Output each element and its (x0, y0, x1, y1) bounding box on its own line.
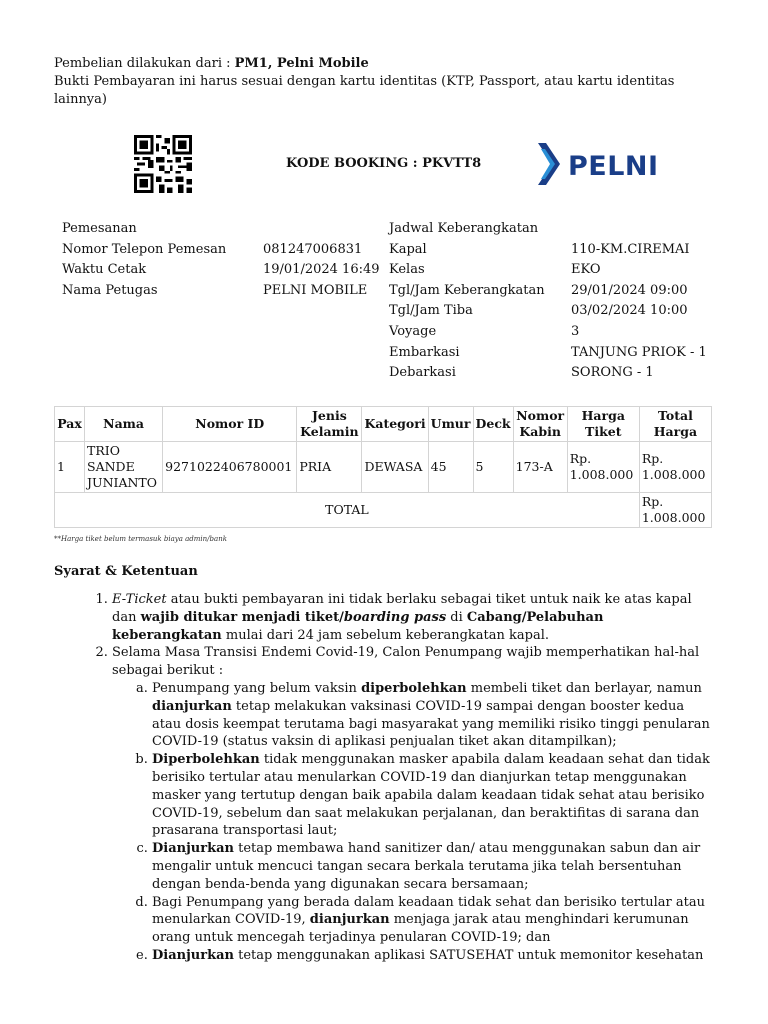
intro (54, 55, 714, 109)
table-row (55, 442, 712, 493)
eticket-term: E-Ticket (112, 592, 167, 607)
purchase-source-line (54, 55, 714, 73)
header-name: Nama (85, 407, 163, 442)
header-total-price: Total Harga (639, 407, 711, 442)
class-value: EKO (571, 262, 601, 278)
header-category: Kategori (362, 407, 428, 442)
officer-value: PELNI MOBILE (263, 282, 368, 298)
header-age: Umur (428, 407, 473, 442)
pelni-logo-mark-icon (538, 143, 560, 185)
officer-label: Nama Petugas (62, 282, 158, 298)
schedule-section-label: Jadwal Keberangkatan (389, 221, 539, 236)
ship-label: Kapal (389, 241, 427, 257)
class-label: Kelas (389, 262, 425, 278)
booking-info (62, 220, 712, 385)
embark-value: TANJUNG PRIOK - 1 (571, 344, 707, 360)
cell-ticket-price: Rp. 1.008.000 (567, 442, 639, 493)
print-time-label: Waktu Cetak (62, 262, 147, 278)
passenger-table (54, 406, 712, 528)
header-cabin: Nomor Kabin (513, 407, 567, 442)
phone-value: 081247006831 (263, 241, 363, 257)
terms-item-2c: c. Dianjurkan tetap membawa hand sanitizer dan/ atau menggunakan sabun dan air mengalir untuk mencuci tangan secara berkala terutama jika telah bersentuhan dengan benda-benda yang digunakan secara bersamaan; (152, 840, 714, 893)
ticket-page (54, 55, 714, 963)
cell-cabin: 173-A (513, 442, 567, 493)
terms-item-2: 2. Selama Masa Transisi Endemi Covid-19, Calon Penumpang wajib memperhatikan hal-hal sebagai berikut : a. Penumpang yang belum vaksin diperbolehkan membeli tiket dan berlayar, namun dianjurkan tetap melakukan vaksinasi COVID-19 sampai dengan booster kedua atau dosis keempat terutama bagi masyarakat yang memiliki risiko tinggi penularan COVID-19 (status vaksin di aplikasi penjualan tiket akan ditampilkan); b. Diperbolehkan tidak menggunakan masker apabila dalam keadaan sehat dan tidak berisiko tertular atau menularkan COVID-19 dan dianjurkan tetap menggunakan masker yang tertutup dengan baik apabila dalam keadaan tidak sehat atau berisiko COVID-19, sebelum dan saat melakukan perjalanan, dan beraktifitas di sarana dan prasarana transportasi laut; c. Dianjurkan tetap membawa hand sanitizer dan/ atau menggunakan sabun dan air mengalir untuk mencuci tangan secara berkala terutama jika telah bersentuhan dengan benda-benda yang digunakan secara bersamaan; d. Bagi Penumpang yang berada dalam keadaan tidak sehat dan berisiko tertular atau menularkan COVID-19, dianjurkan menjaga jarak atau menghindari kerumunan orang untuk mencegah terjadinya penularan COVID-19; dan e. Dianjurkan tetap menggunakan aplikasi SATUSEHAT untuk memonitor kesehatan (112, 644, 714, 964)
ship-value: 110-KM.CIREMAI (571, 241, 690, 257)
pelni-logo-text: PELNI (568, 151, 659, 182)
header-pax: Pax (55, 407, 85, 442)
header-ticket-price: Harga Tiket (567, 407, 639, 442)
total-label: TOTAL (55, 493, 640, 528)
header-id: Nomor ID (163, 407, 297, 442)
booking-code: KODE BOOKING : PKVTT8 (286, 156, 482, 171)
table-total-row (55, 493, 712, 528)
cell-pax: 1 (55, 442, 85, 493)
voyage-value: 3 (571, 323, 580, 339)
terms-item-2e: e. Dianjurkan tetap menggunakan aplikasi SATUSEHAT untuk memonitor kesehatan (152, 947, 714, 965)
price-note: **Harga tiket belum termasuk biaya admin/bank (54, 535, 227, 543)
arrival-label: Tgl/Jam Tiba (389, 303, 473, 319)
phone-label: Nomor Telepon Pemesan (62, 241, 227, 257)
purchase-prefix: Pembelian dilakukan dari : (54, 56, 235, 71)
terms-item-2a: a. Penumpang yang belum vaksin diperbolehkan membeli tiket dan berlayar, namun dianjurkan tetap melakukan vaksinasi COVID-19 sampai dengan booster kedua atau dosis keempat terutama bagi masyarakat yang memiliki risiko tinggi penularan COVID-19 (status vaksin di aplikasi penjualan tiket akan ditampilkan); (152, 680, 714, 751)
voyage-label: Voyage (389, 323, 437, 339)
terms-list (54, 591, 714, 965)
terms-item-2d: d. Bagi Penumpang yang berada dalam keadaan tidak sehat dan berisiko tertular atau menularkan COVID-19, dianjurkan menjaga jarak atau menghindari kerumunan orang untuk mencegah terjadinya penularan COVID-19; dan (152, 894, 714, 947)
qr-code-icon (132, 135, 194, 193)
booker-section-label: Pemesanan (62, 221, 137, 236)
arrival-value: 03/02/2024 10:00 (571, 303, 688, 319)
total-value: Rp. 1.008.000 (639, 493, 711, 528)
booking-header (54, 135, 714, 205)
debark-value: SORONG - 1 (571, 365, 654, 381)
proof-note: Bukti Pembayaran ini harus sesuai dengan kartu identitas (KTP, Passport, atau kartu identitas lainnya) (54, 74, 675, 107)
cell-age: 45 (428, 442, 473, 493)
cell-id: 9271022406780001 (163, 442, 297, 493)
departure-value: 29/01/2024 09:00 (571, 282, 688, 298)
embark-label: Embarkasi (389, 344, 460, 360)
cell-name: TRIO SANDE JUNIANTO (85, 442, 163, 493)
cell-category: DEWASA (362, 442, 428, 493)
departure-label: Tgl/Jam Keberangkatan (389, 282, 545, 298)
cell-total-price: Rp. 1.008.000 (639, 442, 711, 493)
terms-item-2b: b. Diperbolehkan tidak menggunakan masker apabila dalam keadaan sehat dan tidak berisiko tertular atau menularkan COVID-19 dan dianjurkan tetap menggunakan masker yang tertutup dengan baik apabila dalam keadaan tidak sehat atau berisiko COVID-19, sebelum dan saat melakukan perjalanan, dan beraktifitas di sarana dan prasarana transportasi laut; (152, 751, 714, 840)
table-header-row (55, 407, 712, 442)
debark-label: Debarkasi (389, 365, 456, 381)
cell-gender: PRIA (297, 442, 362, 493)
header-gender: Jenis Kelamin (297, 407, 362, 442)
terms-item-1: 1. E-Ticket atau bukti pembayaran ini tidak berlaku sebagai tiket untuk naik ke atas kapal dan wajib ditukar menjadi tiket/boarding pass di Cabang/Pelabuhan keberangkatan mulai dari 24 jam sebelum keberangkatan kapal. (112, 591, 714, 644)
pelni-logo (536, 141, 676, 187)
cell-deck: 5 (473, 442, 513, 493)
purchase-source: PM1, Pelni Mobile (234, 56, 369, 71)
header-deck: Deck (473, 407, 513, 442)
print-time-value: 19/01/2024 16:49 (263, 262, 380, 278)
terms-title: Syarat & Ketentuan (54, 564, 198, 579)
